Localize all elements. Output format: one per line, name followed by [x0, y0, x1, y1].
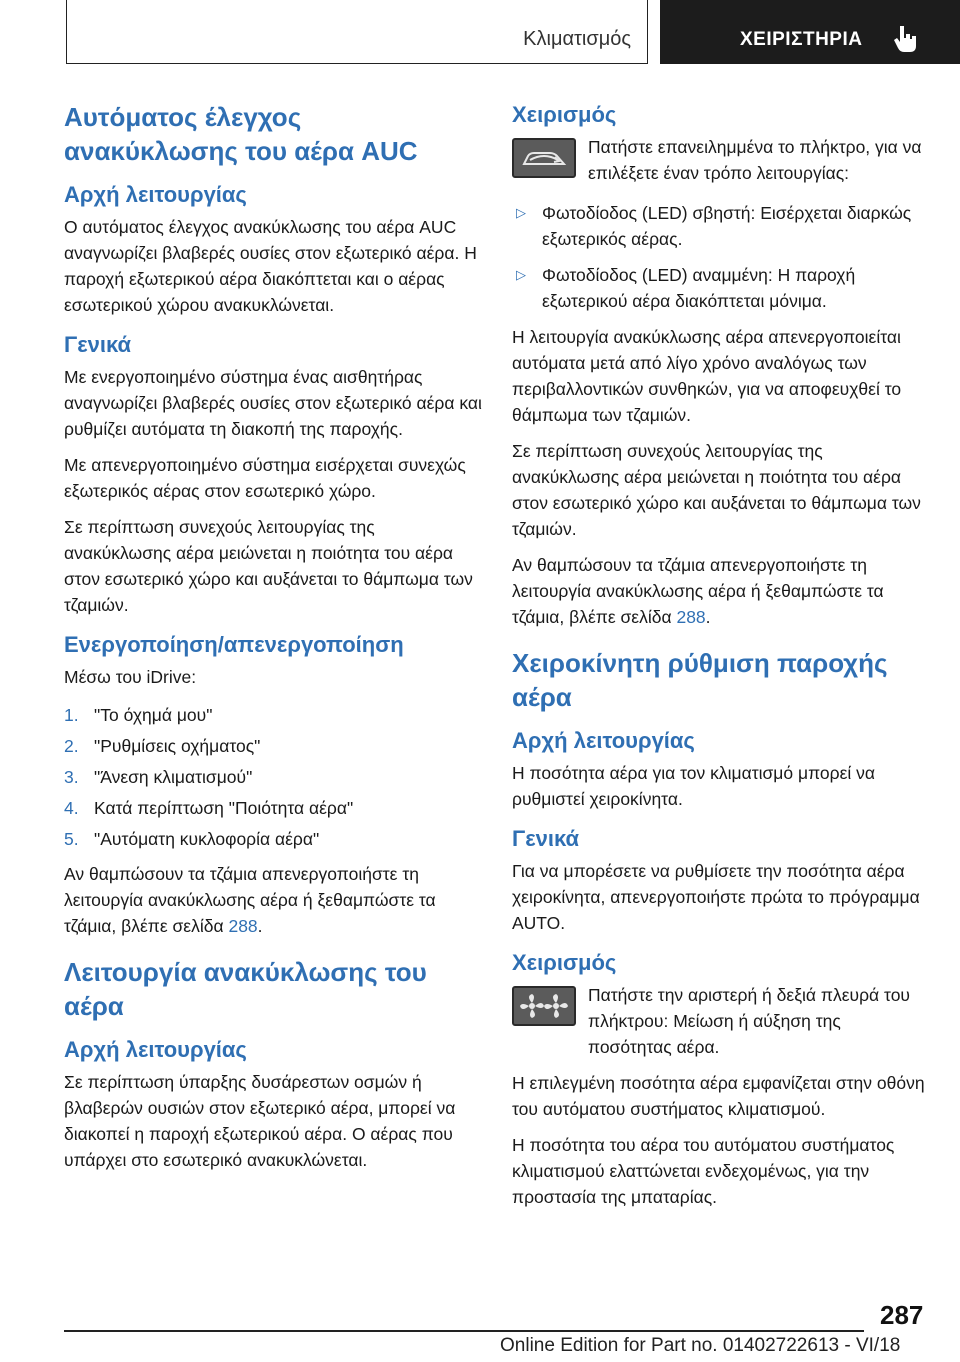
step-text: "Το όχημά μου": [94, 705, 213, 725]
step-number: 5.: [64, 829, 79, 849]
page-number: 287: [880, 1300, 924, 1330]
left-column: [64, 100, 482, 1183]
hand-pointer-icon: [892, 22, 922, 54]
right-column: [512, 100, 927, 1220]
list-item: [512, 200, 927, 252]
list-item: [64, 700, 482, 731]
subheading-principle-3: Αρχή λειτουργίας: [512, 728, 695, 753]
paragraph: Αν θαμπώσουν τα τζάμια απενεργοποιήστε τη λειτουργία ανακύκλωσης αέρα ή ξεθαμπώστε τα τζάμια, βλέπε σελίδα 288.: [512, 555, 884, 627]
bullet-text: Φωτοδίοδος (LED) σβηστή: Εισέρχεται διαρκώς εξωτερικός αέρας.: [542, 203, 912, 249]
paragraph: Η ποσότητα αέρα για τον κλιματισμό μπορεί να ρυθμιστεί χειροκίνητα.: [512, 763, 875, 809]
paragraph: Σε περίπτωση ύπαρξης δυσάρεστων οσμών ή βλαβερών ουσιών στον εξωτερικό αέρα, μπορεί να διακοπεί η παροχή εξωτερικού αέρα. Ο αέρας που υπάρχει στο εσωτερικό ανακυκλώνεται.: [64, 1072, 456, 1170]
page-link[interactable]: 288: [228, 916, 258, 936]
list-item: [64, 824, 482, 855]
header-section-box: [66, 0, 648, 64]
step-number: 4.: [64, 798, 79, 818]
paragraph: Σε περίπτωση συνεχούς λειτουργίας της ανακύκλωσης αέρα μειώνεται η ποιότητα του αέρα στον εσωτερικό χώρο και αυξάνεται το θάμπωμα των τζαμιών.: [512, 441, 921, 539]
step-text: "Ρυθμίσεις οχήματος": [94, 736, 261, 756]
list-item: [512, 262, 927, 314]
airflow-instruction: [512, 982, 927, 1060]
paragraph: Πατήστε επανειλημμένα το πλήκτρο, για να επιλέξετε έναν τρόπο λειτουργίας:: [588, 137, 922, 183]
paragraph: Ο αυτόματος έλεγχος ανακύκλωσης του αέρα AUC αναγνωρίζει βλαβερές ουσίες στον εξωτερικό αέρα. Η παροχή εξωτερικού αέρα διακόπτεται και ο αέρας εσωτερικού χώρου ανακυκλώνεται.: [64, 217, 477, 315]
heading-recirculation: Λειτουργία ανακύκλωσης του αέρα: [64, 957, 427, 1021]
paragraph: Αν θαμπώσουν τα τζάμια απενεργοποιήστε τη λειτουργία ανακύκλωσης αέρα ή ξεθαμπώστε τα τζάμια, βλέπε σελίδα 288.: [64, 864, 436, 936]
header-chapter-title: ΧΕΙΡΙΣΤΗΡΙΑ: [740, 29, 863, 50]
led-modes: [512, 200, 927, 314]
heading-auc: Αυτόματος έλεγχος ανακύκλωσης του αέρα AUC: [64, 102, 418, 166]
bullet-text: Φωτοδίοδος (LED) αναμμένη: Η παροχή εξωτερικού αέρα διακόπτεται μόνιμα.: [542, 265, 856, 311]
paragraph: Η ποσότητα του αέρα του αυτόματου συστήματος κλιματισμού ελαττώνεται ενδεχομένως, για την προστασία της μπαταρίας.: [512, 1135, 895, 1207]
page-link[interactable]: 288: [676, 607, 706, 627]
step-number: 1.: [64, 705, 79, 725]
step-text: "Άνεση κλιματισμού": [94, 767, 253, 787]
paragraph: Η επιλεγμένη ποσότητα αέρα εμφανίζεται στην οθόνη του αυτόματου συστήματος κλιματισμού.: [512, 1073, 925, 1119]
step-text: "Αυτόματη κυκλοφορία αέρα": [94, 829, 320, 849]
triangle-bullet-icon: ▷: [516, 267, 526, 282]
step-text: Κατά περίπτωση "Ποιότητα αέρα": [94, 798, 354, 818]
heading-manual-airflow: Χειροκίνητη ρύθμιση παροχής αέρα: [512, 648, 888, 712]
paragraph: Πατήστε την αριστερή ή δεξιά πλευρά του πλήκτρου: Μείωση ή αύξηση της ποσότητας αέρα.: [588, 985, 910, 1057]
paragraph: Σε περίπτωση συνεχούς λειτουργίας της ανακύκλωσης αέρα μειώνεται η ποιότητα του αέρα στον εσωτερικό χώρο και αυξάνεται το θάμπωμα των τζαμιών.: [64, 517, 473, 615]
idrive-steps: [64, 700, 482, 855]
subheading-general-1: Γενικά: [64, 332, 132, 357]
paragraph: Για να μπορέσετε να ρυθμίσετε την ποσότητα αέρα χειροκίνητα, απενεργοποιήστε πρώτα το πρόγραμμα AUTO.: [512, 861, 920, 933]
edition-note: Online Edition for Part no. 01402722613 - VI/18: [500, 1335, 901, 1356]
list-item: [64, 731, 482, 762]
paragraph: Η λειτουργία ανακύκλωσης αέρα απενεργοποιείται αυτόματα μετά από λίγο χρόνο αναλόγως των περιβαλλοντικών συνθηκών, για να αποφευχθεί το θάμπωμα των τζαμιών.: [512, 327, 902, 425]
triangle-bullet-icon: ▷: [516, 205, 526, 220]
footer-divider: [64, 1330, 864, 1332]
subheading-activation: Ενεργοποίηση/απενεργοποίηση: [64, 632, 404, 657]
list-item: [64, 793, 482, 824]
fan-button-icon: [512, 986, 576, 1026]
paragraph: Με ενεργοποιημένο σύστημα ένας αισθητήρας αναγνωρίζει βλαβερές ουσίες στον εξωτερικό αέρα και ρυθμίζει αυτόματα τη διακοπή της παροχής.: [64, 367, 482, 439]
step-number: 2.: [64, 736, 79, 756]
paragraph: Μέσω του iDrive:: [64, 667, 197, 687]
header-section-title: Κλιματισμός: [523, 28, 631, 50]
subheading-principle-1: Αρχή λειτουργίας: [64, 182, 247, 207]
paragraph: Με απενεργοποιημένο σύστημα εισέρχεται συνεχώς εξωτερικός αέρας στον εσωτερικό χώρο.: [64, 455, 466, 501]
subheading-general-2: Γενικά: [512, 826, 580, 851]
subheading-principle-2: Αρχή λειτουργίας: [64, 1037, 247, 1062]
paragraph-text: Αν θαμπώσουν τα τζάμια απενεργοποιήστε τη λειτουργία ανακύκλωσης αέρα ή ξεθαμπώστε τα τζάμια, βλέπε σελίδα: [512, 555, 884, 627]
subheading-operation-2: Χειρισμός: [512, 950, 617, 975]
list-item: [64, 762, 482, 793]
step-number: 3.: [64, 767, 79, 787]
recirculation-button-icon: [512, 138, 576, 178]
header-chapter-box: [660, 0, 960, 64]
subheading-operation-1: Χειρισμός: [512, 102, 617, 127]
paragraph-text: Αν θαμπώσουν τα τζάμια απενεργοποιήστε τη λειτουργία ανακύκλωσης αέρα ή ξεθαμπώστε τα τζάμια, βλέπε σελίδα: [64, 864, 436, 936]
recirculation-instruction: [512, 134, 927, 192]
